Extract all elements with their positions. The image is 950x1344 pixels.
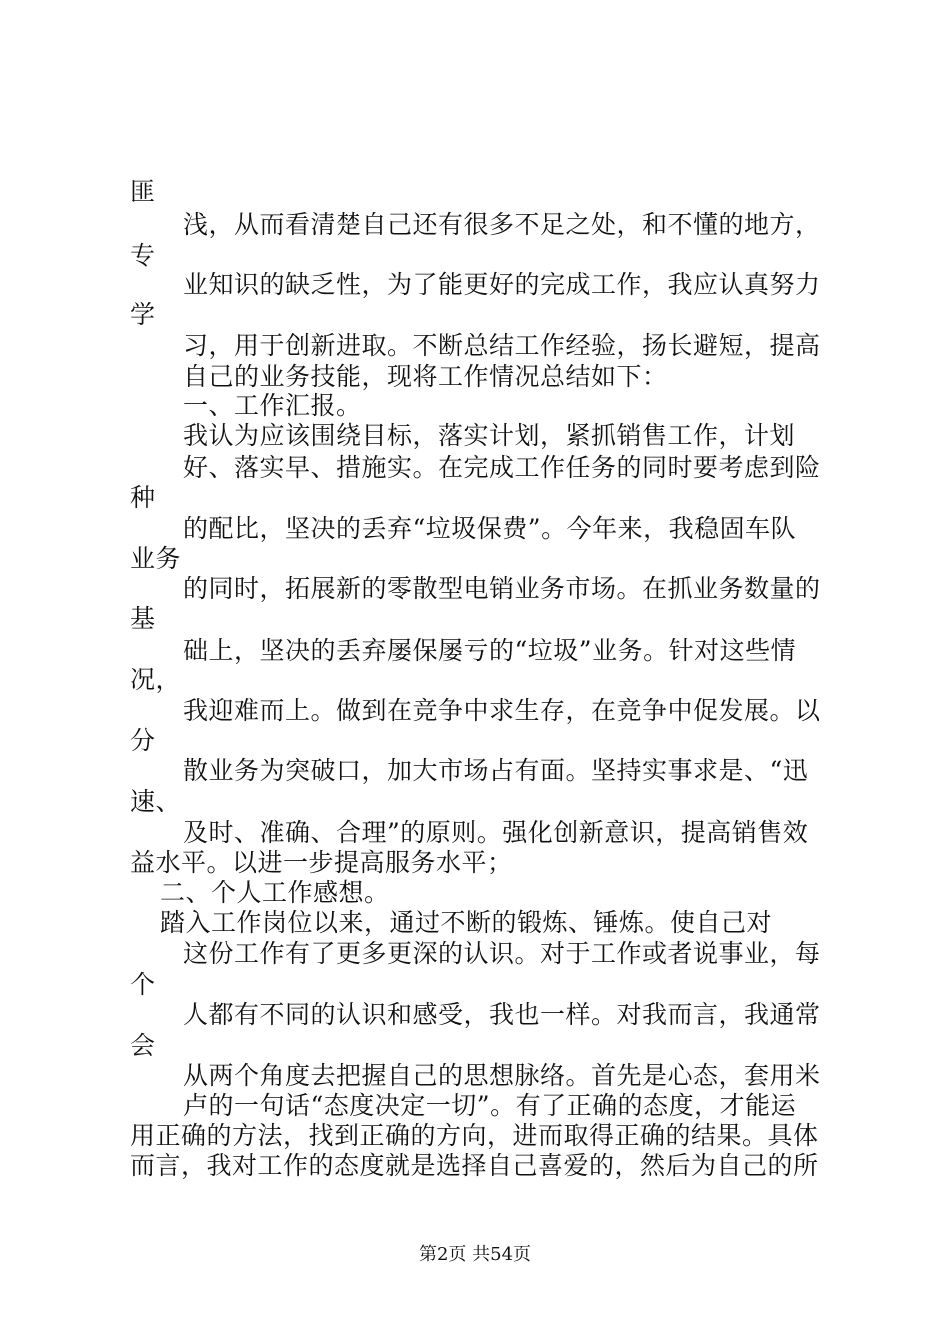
text-line: 我迎难而上。做到在竞争中求生存，在竞争中促发展。以 bbox=[183, 696, 821, 725]
text-line: 好、落实早、措施实。在完成工作任务的同时要考虑到险 bbox=[183, 453, 821, 482]
text-line: 自己的业务技能，现将工作情况总结如下： bbox=[183, 362, 668, 391]
text-line: 用正确的方法，找到正确的方向，进而取得正确的结果。具体 bbox=[130, 1121, 819, 1150]
text-line: 匪 bbox=[130, 177, 156, 206]
text-line: 卢的一句话“态度决定一切”。有了正确的态度，才能运 bbox=[183, 1091, 797, 1120]
text-line: 踏入工作岗位以来，通过不断的锻炼、锤炼。使自己对 bbox=[160, 908, 773, 937]
text-line: 种 bbox=[130, 483, 156, 512]
page-footer: 第2页 共54页 bbox=[418, 1244, 532, 1265]
text-line: 业知识的缺乏性，为了能更好的完成工作，我应认真努力 bbox=[183, 270, 821, 299]
section-heading: 二、个人工作感想。 bbox=[160, 878, 390, 907]
text-line: 速、 bbox=[130, 787, 182, 816]
text-line: 础上，坚决的丢弃屡保屡亏的“垃圾”业务。针对这些情 bbox=[183, 636, 797, 665]
text-line: 基 bbox=[130, 604, 156, 633]
text-line: 专 bbox=[130, 241, 156, 270]
text-line: 的同时，拓展新的零散型电销业务市场。在抓业务数量的 bbox=[183, 574, 821, 603]
text-line: 及时、准确、合理”的原则。强化创新意识，提高销售效 bbox=[183, 818, 809, 847]
text-line: 而言，我对工作的态度就是选择自己喜爱的，然后为自己的所 bbox=[130, 1151, 819, 1180]
text-line: 学 bbox=[130, 300, 156, 329]
text-line: 况， bbox=[130, 665, 182, 694]
text-line: 这份工作有了更多更深的认识。对于工作或者说事业，每 bbox=[183, 939, 821, 968]
text-line: 业务 bbox=[130, 544, 182, 573]
text-line: 益水平。以进一步提高服务水平； bbox=[130, 848, 513, 877]
text-line: 分 bbox=[130, 726, 156, 755]
section-heading: 一、工作汇报。 bbox=[183, 391, 362, 420]
text-line: 个 bbox=[130, 970, 156, 999]
text-line: 我认为应该围绕目标，落实计划，紧抓销售工作，计划 bbox=[183, 421, 796, 450]
text-line: 人都有不同的认识和感受，我也一样。对我而言，我通常 bbox=[183, 1000, 821, 1029]
text-line: 散业务为突破口，加大市场占有面。坚持实事求是、“迅 bbox=[183, 756, 809, 785]
text-line: 习，用于创新进取。不断总结工作经验，扬长避短，提高 bbox=[183, 331, 821, 360]
text-line: 从两个角度去把握自己的思想脉络。首先是心态，套用米 bbox=[183, 1061, 821, 1090]
text-line: 的配比，坚决的丢弃“垃圾保费”。今年来，我稳固车队 bbox=[183, 514, 797, 543]
text-line: 浅，从而看清楚自己还有很多不足之处，和不懂的地方， bbox=[183, 210, 821, 239]
text-line: 会 bbox=[130, 1031, 156, 1060]
